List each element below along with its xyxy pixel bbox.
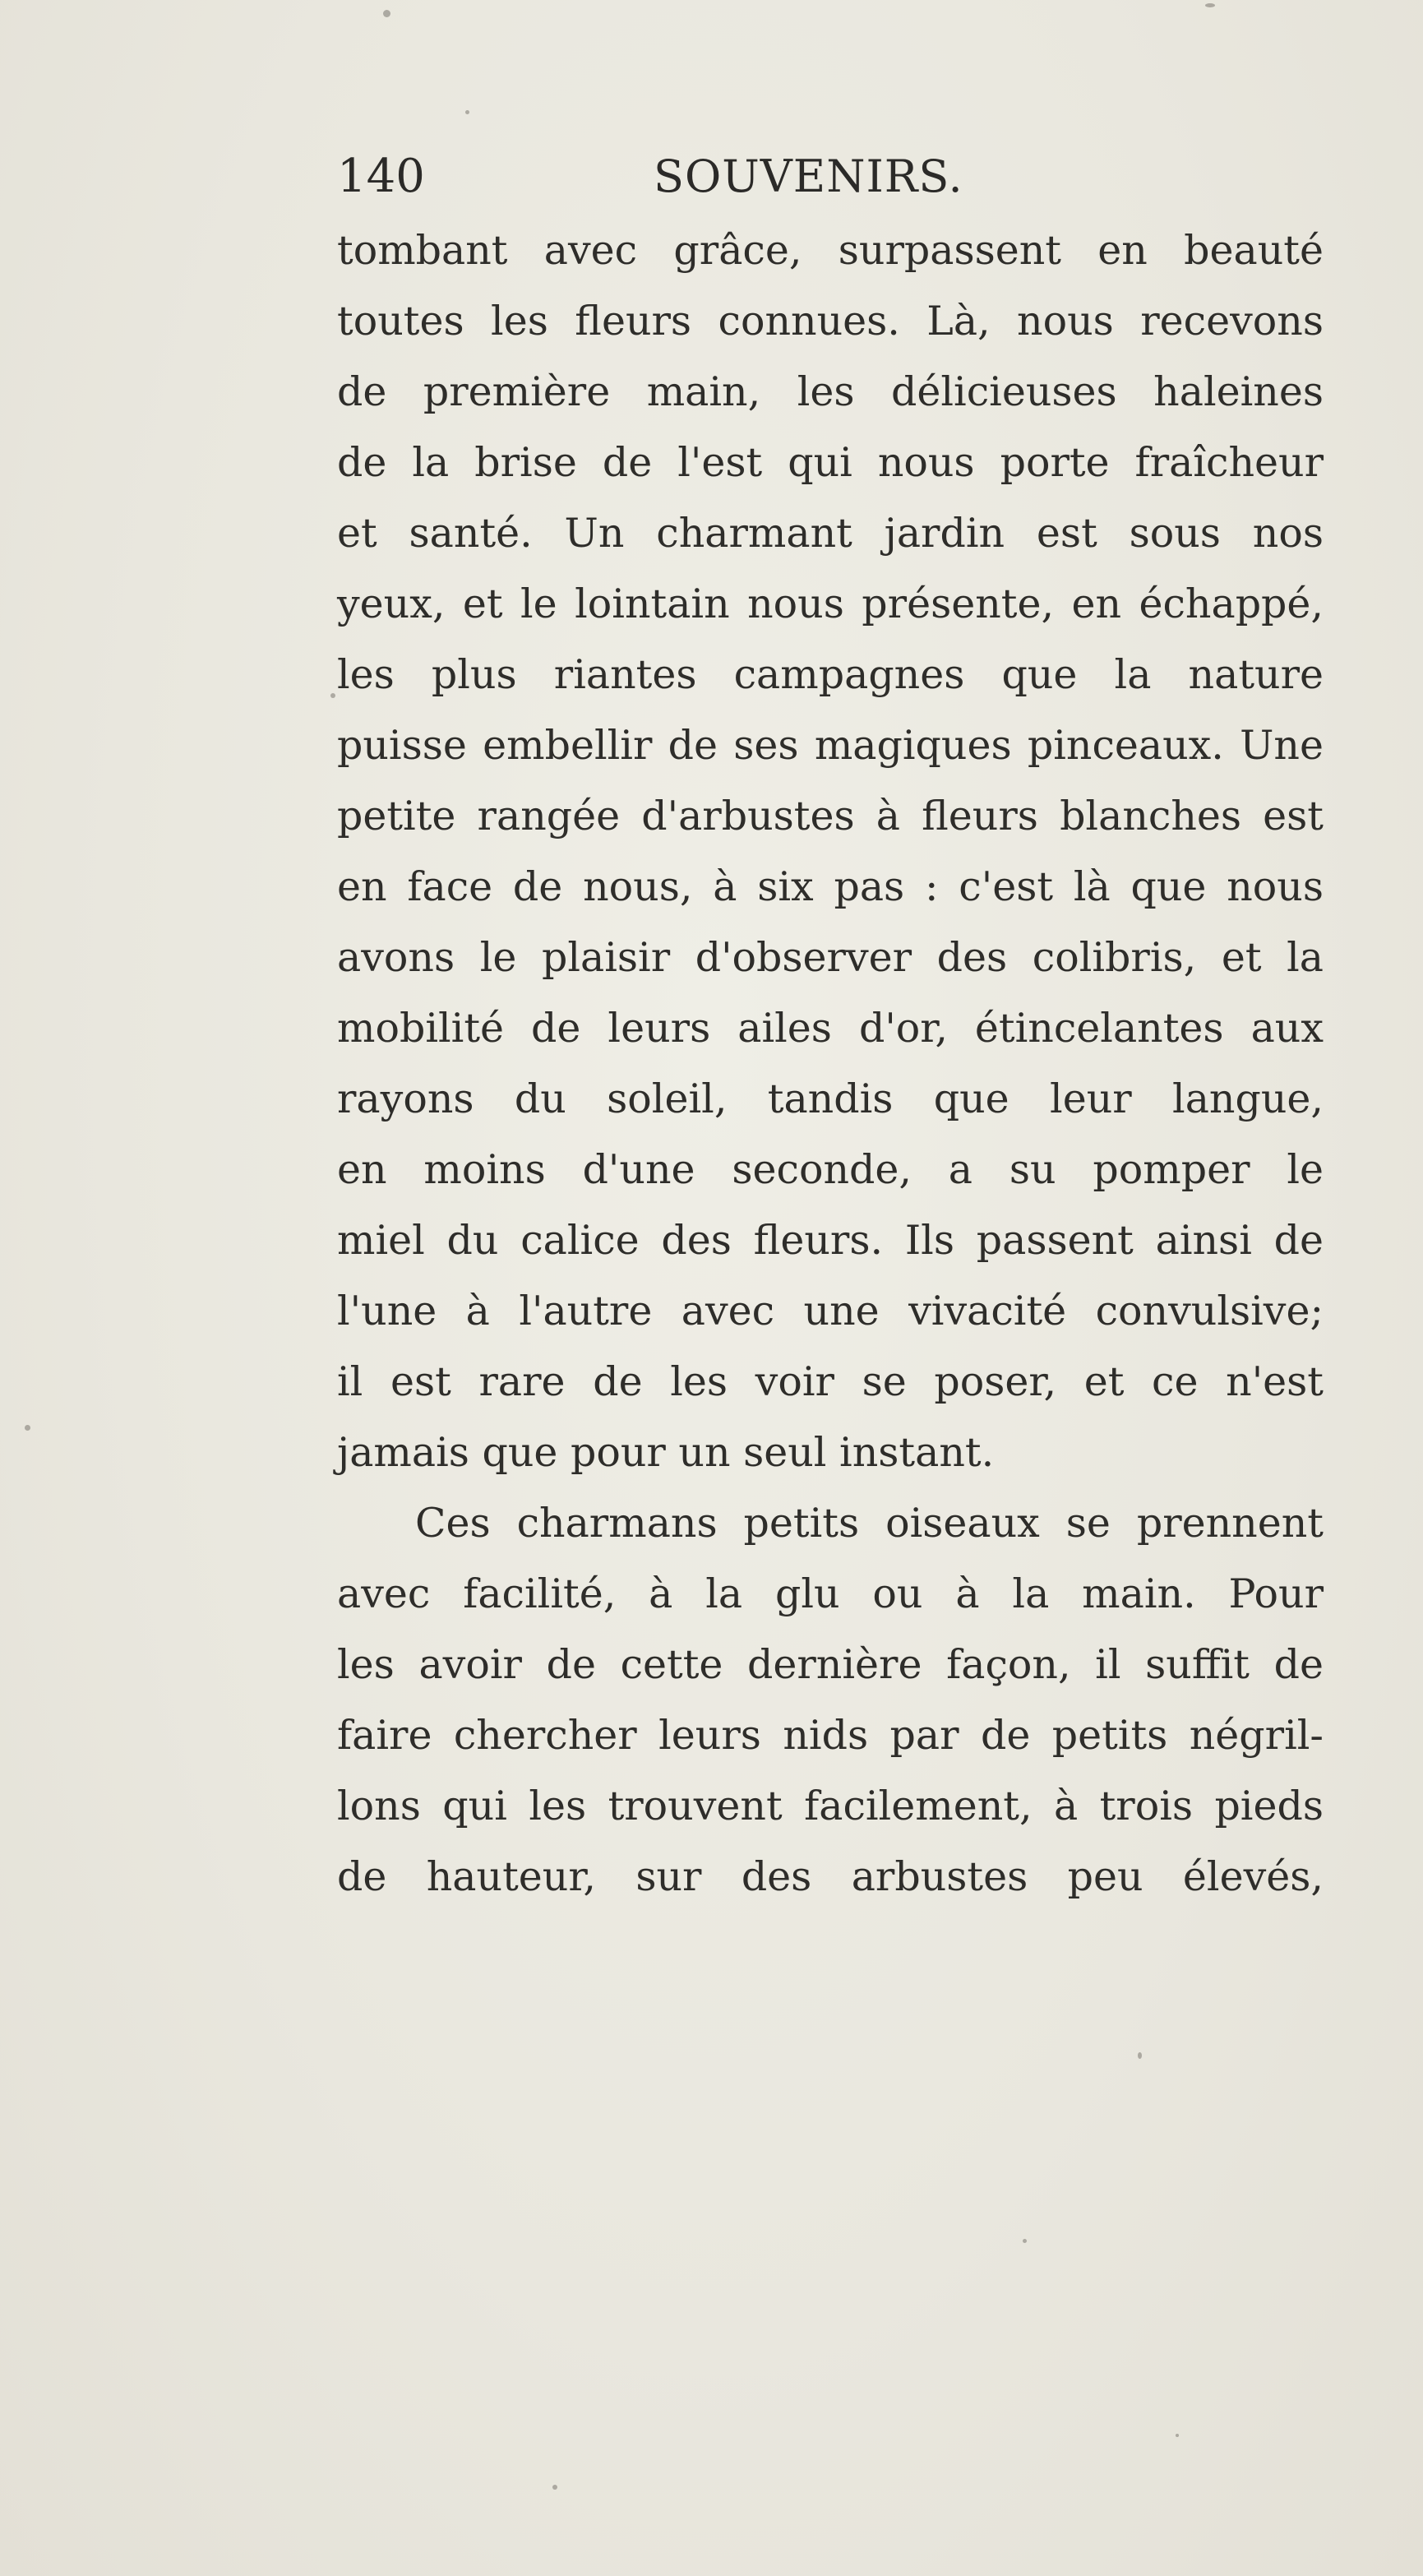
text-line: avons le plaisir d'observer des colibris, et la — [337, 934, 1324, 981]
text-line: les avoir de cette dernière façon, il suffit de — [337, 1641, 1324, 1688]
paper-speck — [1205, 3, 1215, 7]
text-line: les plus riantes campagnes que la nature — [337, 651, 1324, 698]
paper-speck — [25, 1425, 30, 1431]
body-text — [337, 215, 1324, 1912]
text-line: faire chercher leurs nids par de petits négril- — [337, 1712, 1324, 1759]
paper-speck — [465, 110, 469, 114]
paper-speck — [1176, 2434, 1179, 2437]
paper-speck — [1138, 2052, 1142, 2059]
text-line: puisse embellir de ses magiques pinceaux. Une — [337, 722, 1324, 769]
paper-speck — [1023, 2239, 1027, 2243]
paragraph-start-line: Ces charmans petits oiseaux se prennent — [415, 1500, 1324, 1547]
running-head — [337, 140, 995, 214]
text-line: de première main, les délicieuses haleines — [337, 368, 1324, 415]
text-line: de hauteur, sur des arbustes peu élevés, — [337, 1853, 1324, 1900]
text-line: rayons du soleil, tandis que leur langue, — [337, 1075, 1324, 1122]
text-line: de la brise de l'est qui nous porte fraîcheur — [337, 439, 1324, 486]
paper-speck — [383, 10, 390, 17]
paragraph-end-line: jamais que pour un seul instant. — [337, 1429, 995, 1476]
text-line: en face de nous, à six pas : c'est là que nous — [337, 863, 1324, 910]
text-line: miel du calice des fleurs. Ils passent ainsi de — [337, 1217, 1324, 1264]
text-line: tombant avec grâce, surpassent en beauté — [337, 227, 1324, 274]
text-line: lons qui les trouvent facilement, à trois pieds — [337, 1783, 1324, 1829]
page-number: 140 — [337, 150, 425, 203]
text-line: en moins d'une seconde, a su pomper le — [337, 1146, 1324, 1193]
text-line: avec facilité, à la glu ou à la main. Pour — [337, 1570, 1324, 1617]
text-line: il est rare de les voir se poser, et ce n'est — [337, 1358, 1324, 1405]
text-line: l'une à l'autre avec une vivacité convulsive; — [337, 1288, 1324, 1334]
text-line: yeux, et le lointain nous présente, en échappé, — [337, 580, 1324, 627]
paper-speck — [552, 2485, 557, 2490]
text-line: et santé. Un charmant jardin est sous nos — [337, 510, 1324, 557]
paper-speck — [330, 693, 335, 698]
running-title: SOUVENIRS. — [654, 150, 963, 202]
text-line: petite rangée d'arbustes à fleurs blanches est — [337, 793, 1324, 839]
text-line: toutes les fleurs connues. Là, nous recevons — [337, 298, 1324, 345]
text-line: mobilité de leurs ailes d'or, étincelantes aux — [337, 1005, 1324, 1052]
